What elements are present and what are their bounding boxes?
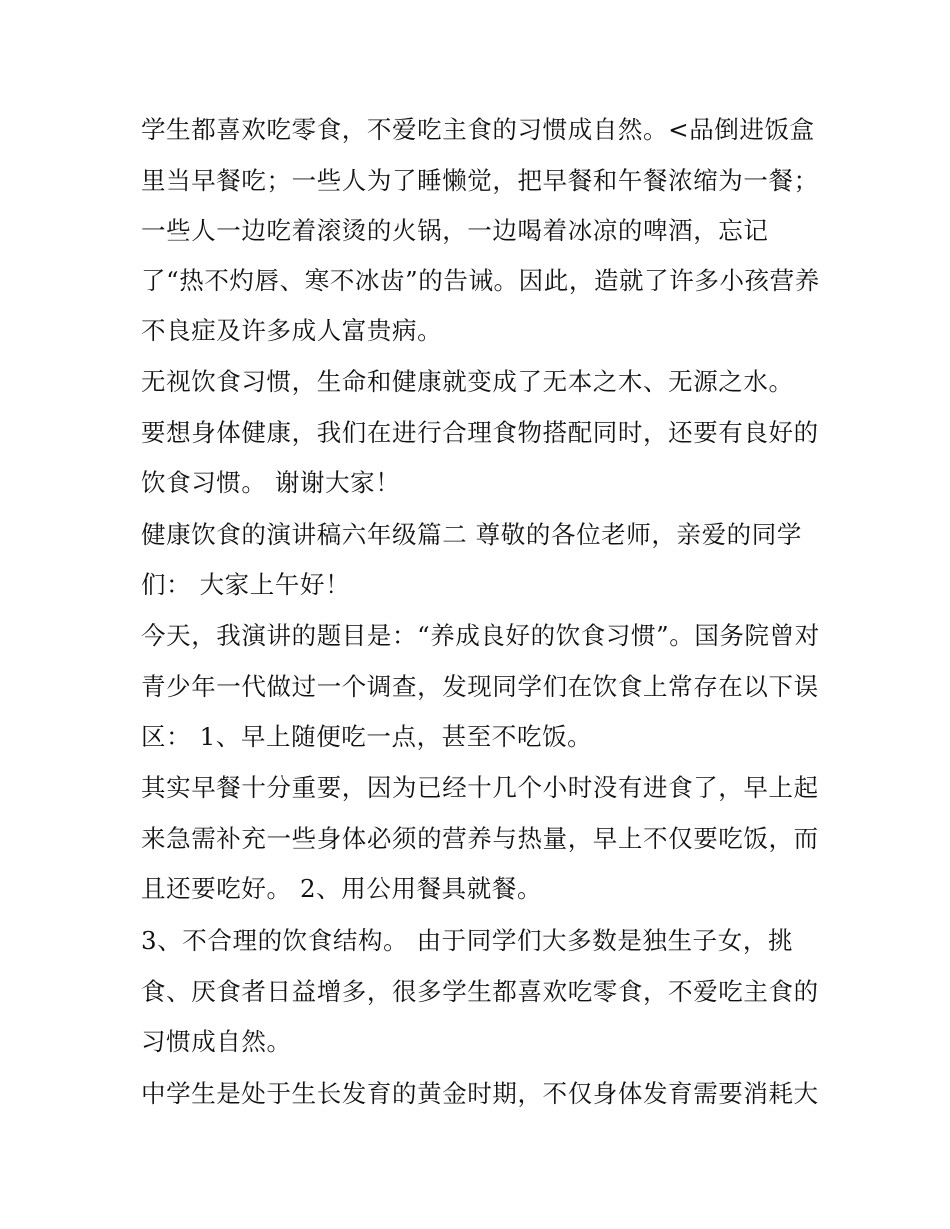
- text-line: 们： 大家上午好！: [141, 570, 351, 599]
- text-line: 食、厌食者日益增多，很多学生都喜欢吃零食，不爱吃主食的: [141, 977, 819, 1006]
- text-line: 且还要吃好。 2、用公用餐具就餐。: [141, 874, 543, 903]
- text-line: 今天，我演讲的题目是：“养成良好的饮食习惯”。国务院曾对: [141, 621, 820, 650]
- text-line: 习惯成自然。: [141, 1027, 292, 1056]
- text-line: 要想身体健康，我们在进行合理食物搭配同时，还要有良好的: [141, 418, 819, 447]
- text-line: 不良症及许多成人富贵病。: [141, 316, 443, 345]
- text-line: 其实早餐十分重要，因为已经十几个小时没有进食了，早上起: [141, 773, 819, 802]
- text-line: 青少年一代做过一个调查，发现同学们在饮食上常存在以下误: [141, 672, 819, 701]
- text-line: 里当早餐吃；一些人为了睡懒觉，把早餐和午餐浓缩为一餐；: [141, 166, 819, 195]
- text-line: 饮食习惯。 谢谢大家！: [141, 468, 401, 497]
- text-line: 3、不合理的饮食结构。 由于同学们大多数是独生子女，挑: [141, 926, 794, 955]
- text-line: 健康饮食的演讲稿六年级篇二 尊敬的各位老师，亲爱的同学: [141, 520, 802, 549]
- text-line: 学生都喜欢吃零食，不爱吃主食的习惯成自然。<品倒进饭盒: [141, 115, 815, 144]
- text-line: 了“热不灼唇、寒不冰齿”的告诫。因此，造就了许多小孩营养: [141, 266, 820, 295]
- text-line: 来急需补充一些身体必须的营养与热量，早上不仅要吃饭，而: [141, 824, 819, 853]
- text-line: 区： 1、早上随便吃一点，甚至不吃饭。: [141, 722, 593, 751]
- text-line: 一些人一边吃着滚烫的火锅，一边喝着冰凉的啤酒，忘记: [141, 216, 769, 245]
- text-line: 无视饮食习惯，生命和健康就变成了无本之木、无源之水。: [141, 367, 794, 396]
- text-line: 中学生是处于生长发育的黄金时期，不仅身体发育需要消耗大: [141, 1079, 819, 1108]
